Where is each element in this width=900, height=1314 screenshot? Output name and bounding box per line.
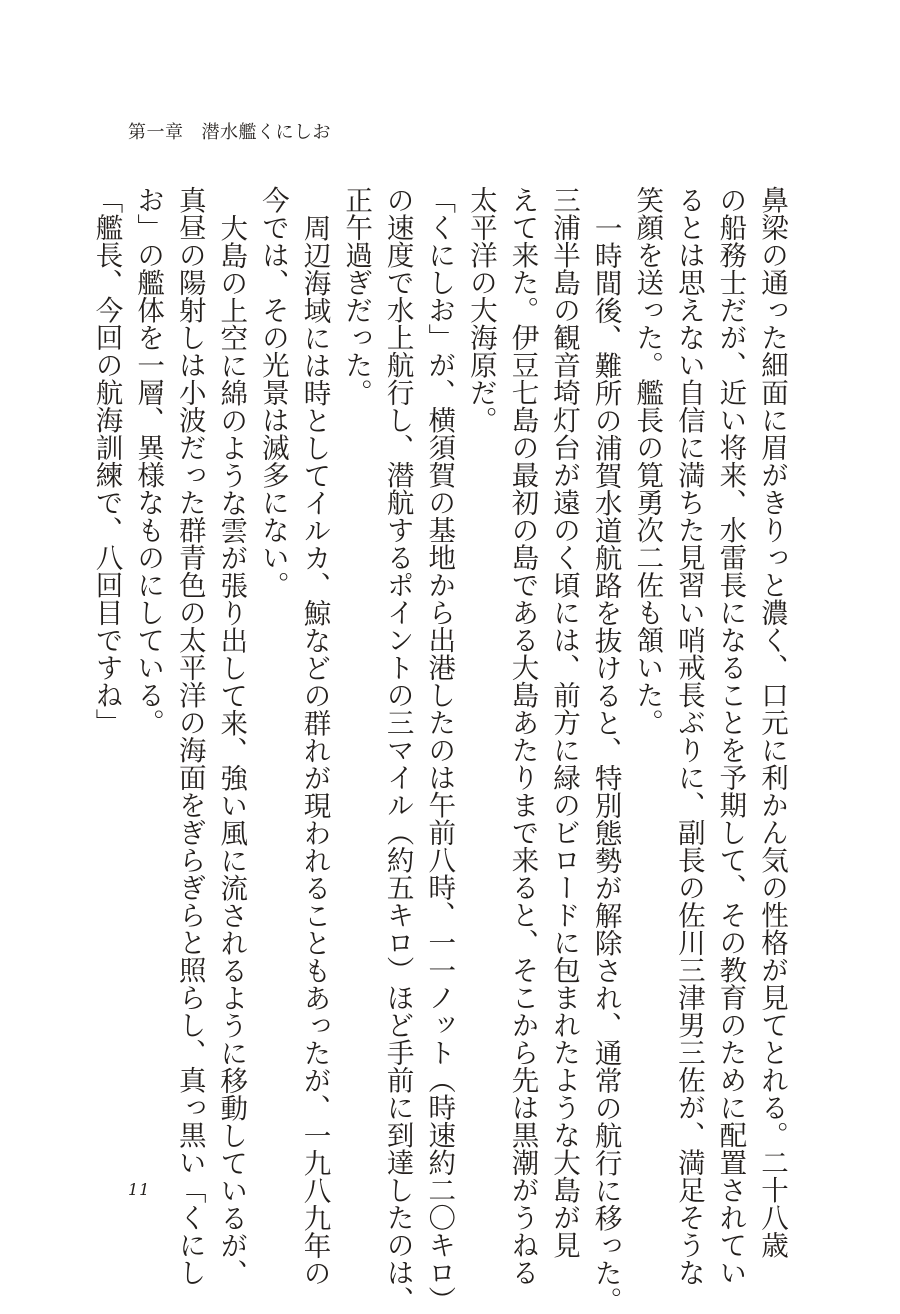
text-line: 三浦半島の観音埼灯台が遠のく頃には、前方に緑のビロードに包まれたような大島が見 <box>548 186 581 1259</box>
text-line: の船務士だが、近い将来、水雷長になることを予期して、その教育のために配置されてい <box>714 186 747 1286</box>
text-line: 周辺海域には時としてイルカ、鯨などの群れが現われることもあったが、一九八九年の <box>298 213 331 1286</box>
chapter-title: 潜水艦くにしお <box>201 122 331 143</box>
text-line: えて来た。伊豆七島の最初の島である大島あたりまで来ると、そこから先は黒潮がうねる <box>506 186 539 1286</box>
page-number: 11 <box>128 1180 151 1199</box>
chapter-number: 第一章 <box>128 122 184 143</box>
text-line: 「くにしお」が、横須賀の基地から出港したのは午前八時、一一ノット（時速約二〇キロ） <box>423 186 456 1314</box>
text-line: お」の艦体を一層、異様なものにしている。 <box>132 186 165 736</box>
text-line: るとは思えない自信に満ちた見習い哨戒長ぶりに、副長の佐川三津男三佐が、満足そうな <box>672 186 705 1286</box>
text-line: の速度で水上航行し、潜航するポイントの三マイル（約五キロ）ほど手前に到達したのは、 <box>381 186 414 1314</box>
text-line: 一時間後、難所の浦賀水道航路を抜けると、特別態勢が解除され、通常の航行に移った。 <box>589 213 622 1314</box>
text-line: 今では、その光景は滅多にない。 <box>256 186 289 599</box>
text-line: 笑顔を送った。艦長の筧勇次二佐も頷いた。 <box>631 186 664 736</box>
text-line: 大島の上空に綿のような雲が張り出して来、強い風に流されるように移動しているが、 <box>215 213 248 1286</box>
running-header <box>128 118 331 144</box>
text-line: 鼻梁の通った細面に眉がきりっと濃く、口元に利かん気の性格が見てとれる。二十八歳 <box>756 186 788 1259</box>
text-line: 真昼の陽射しは小波だった群青色の太平洋の海面をぎらぎらと照らし、真っ黒い「くにし <box>173 186 206 1286</box>
text-line: 正午過ぎだった。 <box>340 186 373 406</box>
text-line: 「艦長、今回の航海訓練で、八回目ですね」 <box>90 186 123 736</box>
text-line: 太平洋の大海原だ。 <box>464 186 497 434</box>
